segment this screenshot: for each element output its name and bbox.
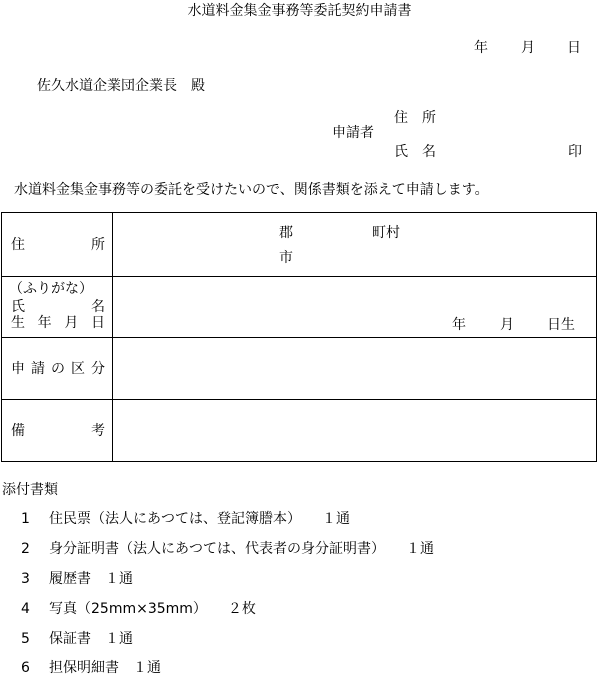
attachment-number: 1 — [21, 511, 30, 527]
category-char-3: の — [51, 361, 65, 377]
name-label-right: 名 — [91, 299, 105, 315]
birth-day-label: 日生 — [547, 317, 575, 333]
attachment-number: 4 — [21, 601, 30, 617]
date-day-label: 日 — [567, 40, 581, 56]
address-value-cell[interactable] — [113, 213, 597, 277]
remarks-label-right: 考 — [91, 423, 105, 439]
attachment-text: 保証書 １通 — [49, 631, 133, 647]
birthdate-char-1: 生 — [11, 315, 25, 331]
attachment-text: 住民票（法人にあつては、登記簿謄本） １通 — [49, 511, 350, 527]
address-town-label: 町村 — [372, 225, 400, 241]
address-gun-label: 郡 — [279, 225, 293, 241]
attachment-text: 写真（25mm×35mm） ２枚 — [49, 601, 256, 617]
furigana-label: （ふりがな） — [9, 281, 93, 297]
application-form-table — [1, 212, 597, 462]
name-value-cell[interactable] — [113, 277, 597, 338]
attachment-text: 履歴書 １通 — [49, 571, 133, 587]
address-label-left: 住 — [11, 237, 25, 253]
applicant-name-label: 氏 名 — [394, 144, 436, 160]
remarks-label-cell — [2, 400, 113, 462]
attachment-number: 3 — [21, 571, 30, 587]
attachment-text: 担保明細書 １通 — [49, 660, 161, 676]
addressee: 佐久水道企業団企業長 殿 — [37, 78, 205, 94]
birth-year-label: 年 — [452, 317, 466, 333]
applicant-label: 申請者 — [332, 125, 374, 141]
date-month-label: 月 — [521, 40, 535, 56]
category-row — [2, 338, 597, 400]
category-label — [11, 360, 105, 378]
birth-month-label: 月 — [500, 317, 514, 333]
category-char-2: 請 — [31, 361, 45, 377]
attachment-item — [21, 540, 434, 558]
category-label-cell — [2, 338, 113, 400]
category-char-4: 区 — [71, 361, 85, 377]
address-label-cell — [2, 213, 113, 277]
attachment-item — [21, 630, 133, 648]
category-value-cell[interactable] — [113, 338, 597, 400]
category-char-5: 分 — [91, 361, 105, 377]
attachment-number: 5 — [21, 631, 30, 647]
intro-statement: 水道料金集金事務等の委託を受けたいので、関係書類を添えて申請します。 — [14, 182, 489, 198]
remarks-label-left: 備 — [11, 423, 25, 439]
attachment-item — [21, 600, 256, 618]
date-year-label: 年 — [474, 40, 488, 56]
remarks-value-cell[interactable] — [113, 400, 597, 462]
seal-label: 印 — [568, 144, 582, 160]
birthdate-char-3: 月 — [64, 315, 79, 331]
remarks-row — [2, 400, 597, 462]
attachment-number: 2 — [21, 541, 30, 557]
attachment-item — [21, 659, 161, 677]
birthdate-char-4: 日 — [90, 315, 105, 331]
attachment-item — [21, 510, 350, 528]
birthdate-label — [11, 314, 105, 332]
address-row — [2, 213, 597, 277]
birthdate-char-2: 年 — [37, 315, 52, 331]
attachment-number: 6 — [21, 660, 30, 676]
name-label-left: 氏 — [11, 299, 25, 315]
category-char-1: 申 — [11, 361, 25, 377]
attachment-text: 身分証明書（法人にあつては、代表者の身分証明書） １通 — [49, 541, 434, 557]
name-row — [2, 277, 597, 338]
name-label-cell — [2, 277, 113, 338]
document-title: 水道料金集金事務等委託契約申請書 — [187, 3, 412, 19]
address-label-right: 所 — [91, 237, 105, 253]
address-shi-label: 市 — [279, 250, 293, 266]
applicant-address-label: 住 所 — [394, 110, 436, 126]
attachments-heading: 添付書類 — [2, 482, 58, 498]
attachment-item — [21, 570, 133, 588]
